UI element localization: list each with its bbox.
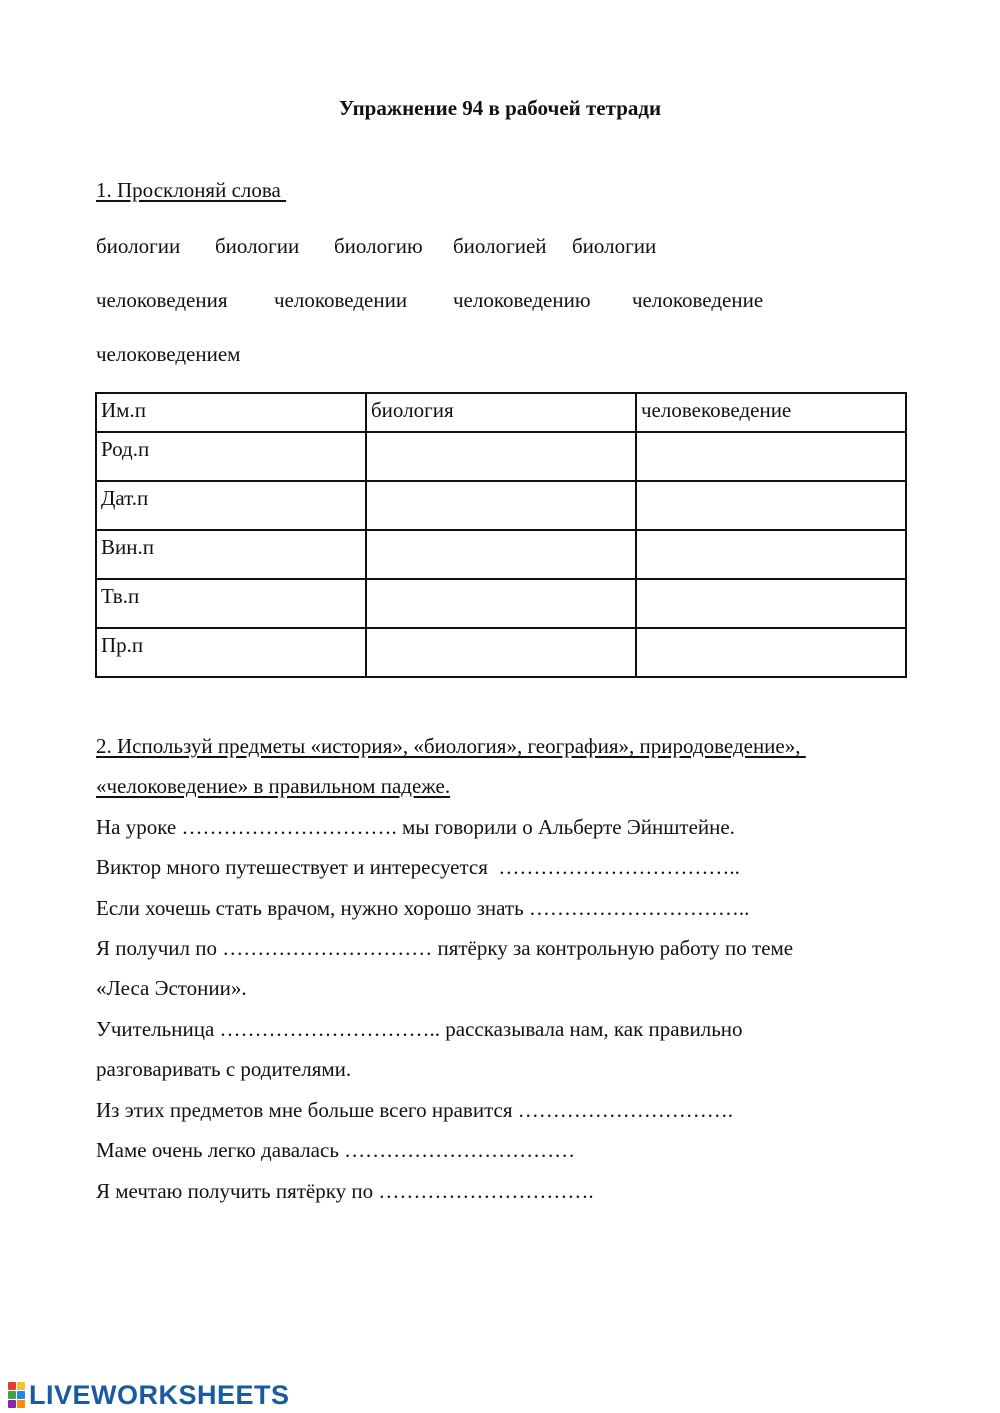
answer-cell[interactable]: [366, 628, 636, 677]
answer-cell[interactable]: [366, 579, 636, 628]
exercise-sentence: Я получил по ………………………… пятёрку за контрольную работу по теме: [96, 936, 794, 960]
word-item: челоковедением: [96, 342, 241, 366]
case-label: Дат.п: [96, 481, 366, 530]
page-title: Упражнение 94 в рабочей тетради: [338, 96, 662, 120]
section2-heading-line1: 2. Используй предметы «история», «биология», география», природоведение»,: [96, 734, 806, 758]
answer-cell[interactable]: [636, 481, 906, 530]
exercise-sentence: Учительница ………………………….. рассказывала нам, как правильно: [96, 1017, 743, 1041]
answer-cell[interactable]: [366, 432, 636, 481]
case-label: Пр.п: [96, 628, 366, 677]
case-label: Тв.п: [96, 579, 366, 628]
word-item: биологии: [215, 234, 300, 258]
table-row: [96, 628, 906, 677]
word-item: биологии: [96, 234, 181, 258]
table-header-cell: Им.п: [96, 393, 366, 432]
word-item: биологию: [334, 234, 423, 258]
table-header-cell: биология: [366, 393, 636, 432]
table-header-cell: человековедение: [636, 393, 906, 432]
table-header-row: [96, 393, 906, 432]
logo-text: LIVEWORKSHEETS: [29, 1379, 290, 1410]
answer-cell[interactable]: [636, 432, 906, 481]
exercise-sentence: разговаривать с родителями.: [96, 1057, 352, 1081]
declension-table: [95, 392, 907, 678]
section1-heading: 1. Просклоняй слова: [96, 178, 287, 202]
section2-heading-line2: «челоковедение» в правильном падеже.: [96, 774, 451, 798]
exercise-sentence: Я мечтаю получить пятёрку по ………………………….: [96, 1179, 594, 1203]
table-row: [96, 579, 906, 628]
word-item: челоковедении: [274, 288, 408, 312]
answer-cell[interactable]: [636, 628, 906, 677]
exercise-sentence: На уроке …………………………. мы говорили о Альберте Эйнштейне.: [96, 815, 735, 839]
word-item: челоковедение: [632, 288, 764, 312]
answer-cell[interactable]: [636, 579, 906, 628]
word-item: челоковедению: [453, 288, 591, 312]
logo-blocks-icon: [8, 1382, 25, 1408]
liveworksheets-logo[interactable]: [8, 1380, 290, 1410]
case-label: Вин.п: [96, 530, 366, 579]
answer-cell[interactable]: [366, 481, 636, 530]
answer-cell[interactable]: [366, 530, 636, 579]
exercise-sentence: «Леса Эстонии».: [96, 976, 247, 1000]
word-item: биологии: [572, 234, 657, 258]
table-row: [96, 432, 906, 481]
answer-cell[interactable]: [636, 530, 906, 579]
exercise-sentence: Из этих предметов мне больше всего нравится ………………………….: [96, 1098, 733, 1122]
table-row: [96, 481, 906, 530]
case-label: Род.п: [96, 432, 366, 481]
exercise-sentence: Виктор много путешествует и интересуется ……………………………..: [96, 855, 740, 879]
exercise-sentence: Если хочешь стать врачом, нужно хорошо знать …………………………..: [96, 896, 750, 920]
table-row: [96, 530, 906, 579]
word-item: биологией: [453, 234, 547, 258]
word-item: челоковедения: [96, 288, 228, 312]
exercise-sentence: Маме очень легко давалась ……………………………: [96, 1138, 576, 1162]
